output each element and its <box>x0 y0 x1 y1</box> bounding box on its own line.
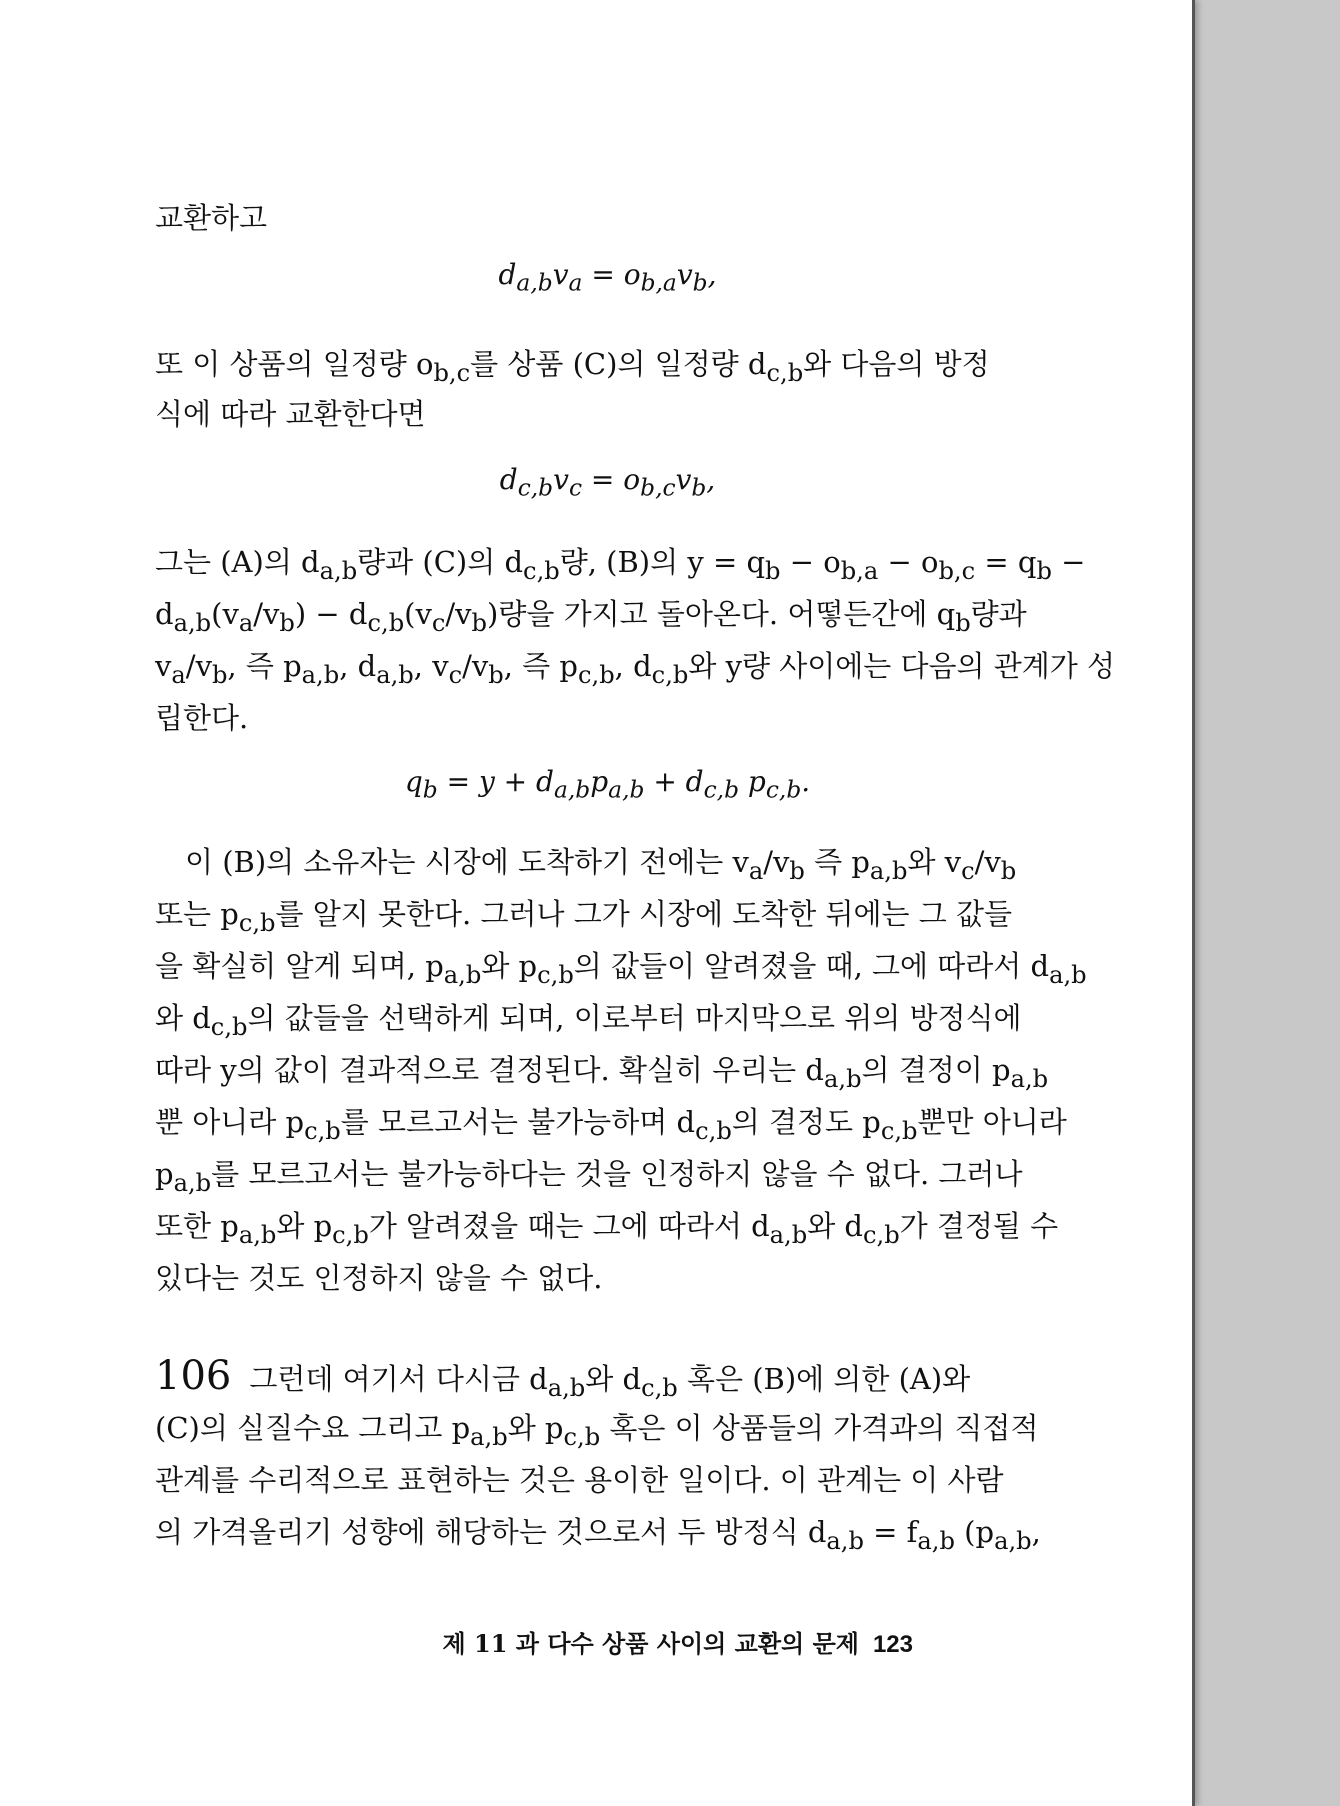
text-line: $p_{a,b}$를 모르고서는 불가능하다는 것을 인정하지 않을 수 없다. 그러나 <box>155 1157 1023 1197</box>
text-line: 있다는 것도 인정하지 않을 수 없다. <box>155 1261 603 1295</box>
paragraph-number: 106 <box>155 1353 232 1399</box>
text-line: 와 $d_{c,b}$의 값들을 선택하게 되며, 이로부터 마지막으로 위의 방정식에 <box>155 1001 1022 1041</box>
text-line: $v_a/v_b$, 즉 $p_{a,b}$, $d_{a,b}$, $v_c/v_b$, 즉 $p_{c,b}$, $d_{c,b}$와 y량 사이에는 다음의 관계가 성 <box>155 649 1116 689</box>
footer-title: 제 11 과 다수 상품 사이의 교환의 문제 <box>442 1629 859 1658</box>
page-edge <box>1192 0 1195 1806</box>
text-line: 관계를 수리적으로 표현하는 것은 용이한 일이다. 이 관계는 이 사람 <box>155 1463 1004 1497</box>
text-line: 식에 따라 교환한다면 <box>155 397 426 431</box>
text-line: (C)의 실질수요 그리고 $p_{a,b}$와 $p_{c,b}$ 혹은 이 상품들의 가격과의 직접적 <box>155 1411 1039 1451</box>
equation: $d_{c,b}v_c = o_{b,c}v_b$, <box>499 463 716 502</box>
page-number: 123 <box>872 1631 913 1658</box>
book-side-shadow <box>1195 0 1340 1806</box>
text-line: 또한 $p_{a,b}$와 $p_{c,b}$가 알려졌을 때는 그에 따라서 $d_{a,b}$와 $d_{c,b}$가 결정될 수 <box>155 1209 1059 1249</box>
page-footer <box>442 1624 913 1659</box>
text-line: 의 가격올리기 성향에 해당하는 것으로서 두 방정식 $d_{a,b} = f_{a,b}$ ($p_{a,b}$, <box>155 1515 1041 1555</box>
text-span: 그런데 여기서 다시금 $d_{a,b}$와 $d_{c,b}$ 혹은 (B)에 의한 (A)와 <box>249 1362 971 1402</box>
text-line: $d_{a,b}(v_a/v_b) - d_{c,b}(v_c/v_b)$량을 가지고 돌아온다. 어떻든간에 $q_b$량과 <box>155 597 1027 637</box>
text-line: 교환하고 <box>155 201 268 235</box>
text-line: 립한다. <box>155 701 249 735</box>
text-line: 뿐 아니라 $p_{c,b}$를 모르고서는 불가능하며 $d_{c,b}$의 결정도 $p_{c,b}$뿐만 아니라 <box>155 1105 1067 1145</box>
equation: $d_{a,b}v_a = o_{b,a}v_b$, <box>498 258 717 297</box>
text-line: 을 확실히 알게 되며, $p_{a,b}$와 $p_{c,b}$의 값들이 알려졌을 때, 그에 따라서 $d_{a,b}$ <box>155 949 1087 989</box>
text-line: 이 (B)의 소유자는 시장에 도착하기 전에는 $v_a/v_b$ 즉 $p_{a,b}$와 $v_c/v_b$ <box>185 845 1017 885</box>
text-line: 또는 $p_{c,b}$를 알지 못한다. 그러나 그가 시장에 도착한 뒤에는 그 값들 <box>155 897 1012 937</box>
equation: $q_b = y + d_{a,b}p_{a,b} + d_{c,b}$ $p_{c,b}$. <box>404 765 811 804</box>
text-line: 그는 (A)의 $d_{a,b}$량과 (C)의 $d_{c,b}$량, (B)의 $y = q_b - o_{b,a} - o_{b,c} = q_b$ − <box>155 545 1086 585</box>
text-line: 따라 y의 값이 결과적으로 결정된다. 확실히 우리는 $d_{a,b}$의 결정이 $p_{a,b}$ <box>155 1053 1049 1093</box>
text-line: 또 이 상품의 일정량 $o_{b,c}$를 상품 (C)의 일정량 $d_{c,b}$와 다음의 방정 <box>155 347 990 387</box>
